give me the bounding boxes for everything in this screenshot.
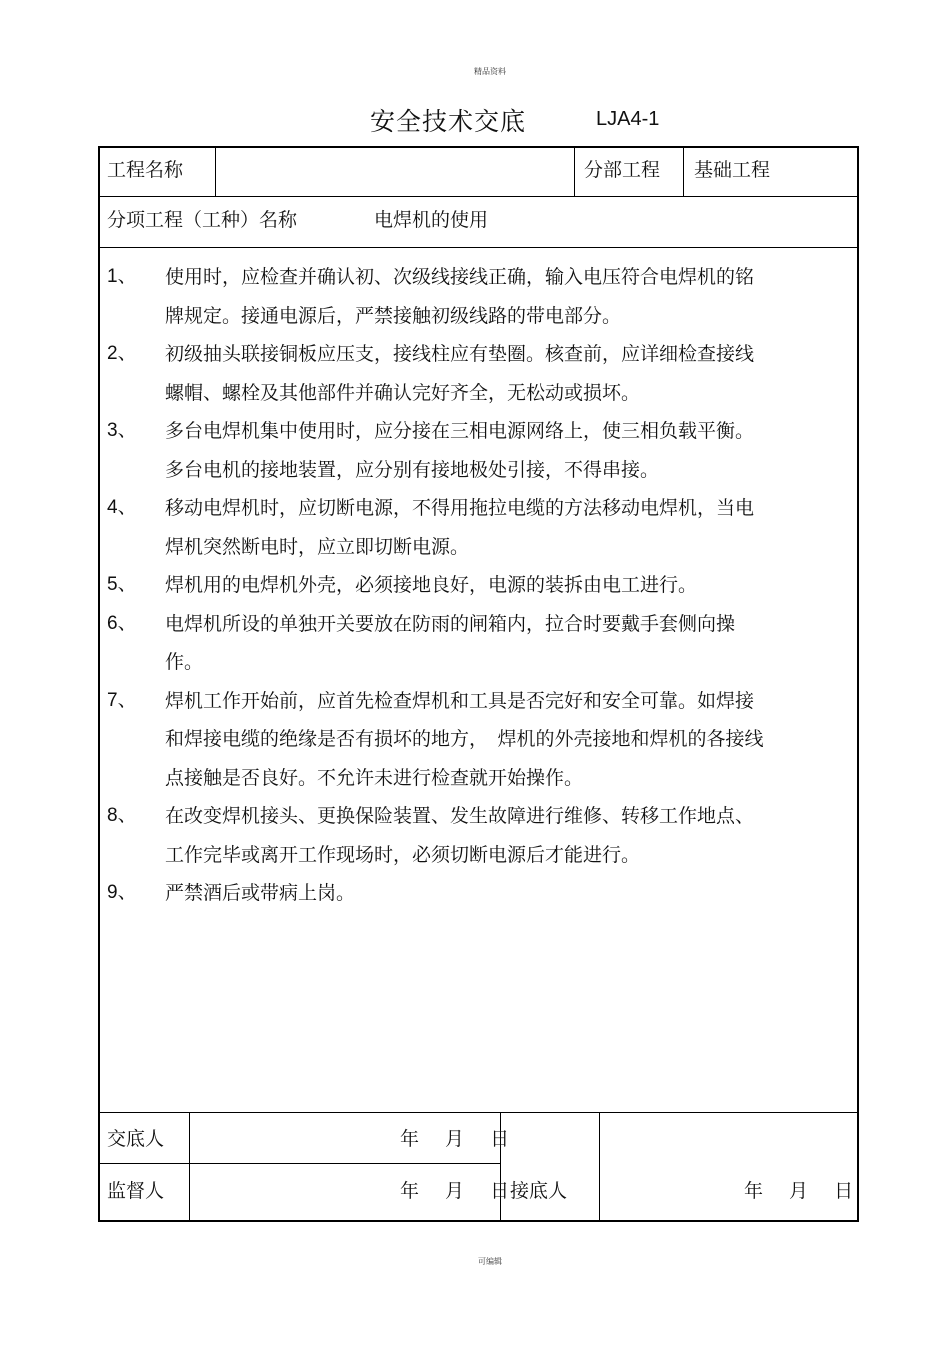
project-name-label: 工程名称	[107, 159, 184, 181]
item-text: 多台电机的接地装置，应分别有接地极处引接，不得串接。	[165, 458, 660, 481]
item-number: 7、	[107, 689, 137, 711]
col-divider	[599, 1112, 600, 1221]
item-text: 焊机突然断电时，应立即切断电源。	[165, 535, 470, 558]
item-text: 多台电焊机集中使用时，应分接在三相电源网络上，使三相负载平衡。	[165, 420, 755, 442]
document-title: 安全技术交底	[370, 107, 527, 136]
item-text: 作。	[165, 651, 204, 673]
item-number: 5、	[107, 574, 137, 595]
supervisor-label: 监督人	[107, 1180, 165, 1202]
discloser-date: 年 月 日	[400, 1128, 520, 1150]
discloser-label: 交底人	[107, 1128, 165, 1150]
item-text: 工作完毕或离开工作现场时，必须切断电源后才能进行。	[165, 843, 641, 866]
col-divider	[215, 147, 216, 196]
item-text: 移动电焊机时，应切断电源，不得用拖拉电缆的方法移动电焊机，当电	[165, 497, 755, 519]
item-number: 2、	[107, 343, 137, 364]
list-item	[107, 797, 847, 874]
item-number: 6、	[107, 612, 137, 634]
col-divider	[189, 1112, 190, 1221]
item-text: 电焊机所设的单独开关要放在防雨的闸箱内，拉合时要戴手套侧向操	[165, 612, 736, 635]
footer-note: 可编辑	[478, 1257, 502, 1266]
receiver-label: 接底人	[510, 1180, 568, 1202]
item-text: 在改变焊机接头、更换保险装置、发生故障进行维修、转移工作地点、	[165, 805, 755, 827]
item-text: 使用时，应检查并确认初、次级线接线正确，输入电压符合电焊机的铭	[165, 266, 755, 288]
item-text: 初级抽头联接铜板应压支，接线柱应有垫圈。核查前，应详细检查接线	[165, 343, 755, 365]
list-item	[107, 874, 847, 913]
subitem-label: 分项工程（工种）名称	[107, 209, 298, 231]
subitem-value: 电焊机的使用	[374, 209, 489, 231]
safety-items	[107, 258, 847, 913]
receiver-date: 年 月 日	[744, 1180, 864, 1202]
list-item	[107, 566, 847, 605]
list-item	[107, 258, 847, 335]
row-divider	[99, 1163, 500, 1164]
row-divider	[99, 247, 858, 248]
list-item	[107, 489, 847, 566]
row-divider	[99, 1112, 858, 1113]
item-text: 严禁酒后或带病上岗。	[165, 882, 356, 904]
item-text: 焊机工作开始前，应首先检查焊机和工具是否完好和安全可靠。如焊接	[165, 689, 755, 712]
col-divider	[574, 147, 575, 196]
list-item	[107, 682, 847, 798]
item-number: 9、	[107, 882, 137, 903]
list-item	[107, 335, 847, 412]
list-item	[107, 412, 847, 489]
col-divider	[683, 147, 684, 196]
item-number: 8、	[107, 805, 137, 826]
item-text: 和焊接电缆的绝缘是否有损坏的地方， 焊机的外壳接地和焊机的各接线	[165, 728, 764, 750]
item-number: 3、	[107, 420, 137, 441]
header-note: 精品资料	[474, 67, 506, 76]
document-code: LJA4-1	[596, 108, 660, 130]
row-divider	[99, 196, 858, 197]
list-item	[107, 605, 847, 682]
item-text: 点接触是否良好。不允许未进行检查就开始操作。	[165, 766, 584, 789]
item-text: 焊机用的电焊机外壳，必须接地良好，电源的装拆由电工进行。	[165, 574, 698, 596]
item-text: 螺帽、螺栓及其他部件并确认完好齐全，无松动或损坏。	[165, 381, 641, 404]
supervisor-date: 年 月 日	[400, 1180, 520, 1202]
item-text: 牌规定。接通电源后，严禁接触初级线路的带电部分。	[165, 304, 622, 327]
division-label: 分部工程	[584, 159, 661, 181]
division-value: 基础工程	[694, 159, 771, 181]
item-number: 4、	[107, 497, 137, 518]
item-number: 1、	[107, 266, 137, 287]
